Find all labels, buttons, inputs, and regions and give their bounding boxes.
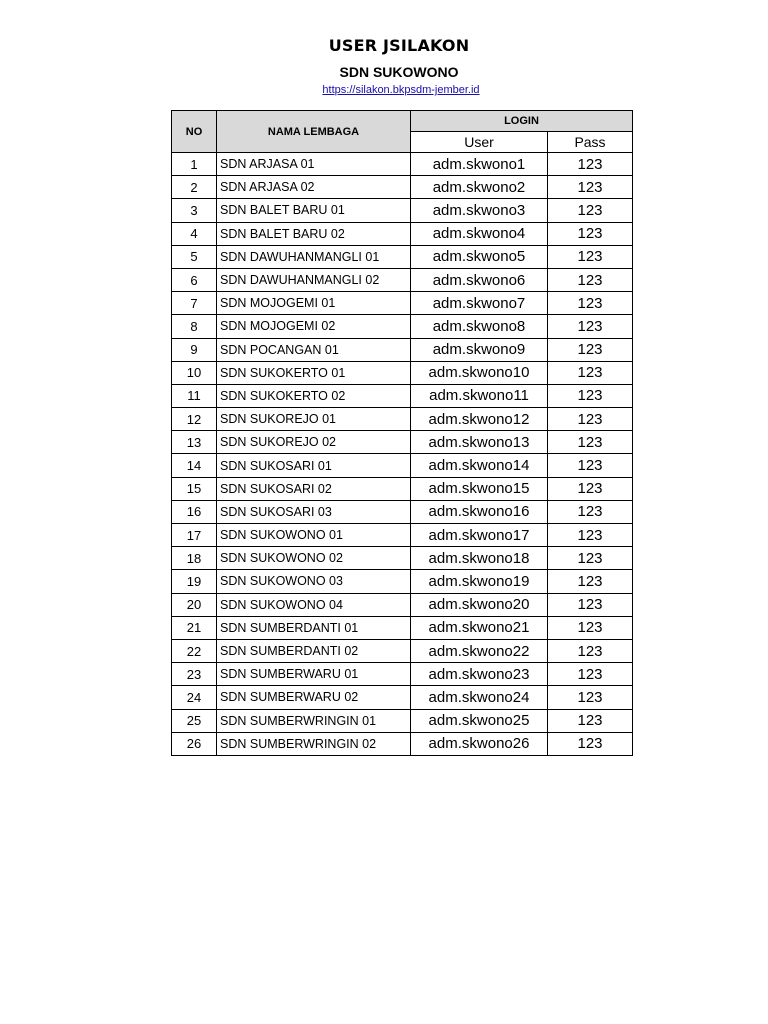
- login-user: adm.skwono18: [411, 547, 548, 570]
- table-row: [172, 199, 633, 222]
- login-user: adm.skwono1: [411, 153, 548, 176]
- row-number: 22: [172, 639, 217, 662]
- table-row: [172, 153, 633, 176]
- login-pass: 123: [548, 408, 633, 431]
- login-pass: 123: [548, 663, 633, 686]
- institution-name: SDN SUKOSARI 01: [217, 454, 411, 477]
- login-user: adm.skwono9: [411, 338, 548, 361]
- row-number: 10: [172, 361, 217, 384]
- row-number: 12: [172, 408, 217, 431]
- institution-name: SDN DAWUHANMANGLI 01: [217, 245, 411, 268]
- row-number: 21: [172, 616, 217, 639]
- row-number: 13: [172, 431, 217, 454]
- login-pass: 123: [548, 199, 633, 222]
- row-number: 5: [172, 245, 217, 268]
- login-pass: 123: [548, 616, 633, 639]
- table-row: [172, 500, 633, 523]
- institution-name: SDN ARJASA 02: [217, 176, 411, 199]
- column-header-pass: Pass: [548, 132, 633, 153]
- row-number: 1: [172, 153, 217, 176]
- login-pass: 123: [548, 524, 633, 547]
- login-user: adm.skwono26: [411, 732, 548, 755]
- institution-name: SDN SUMBERDANTI 02: [217, 639, 411, 662]
- login-pass: 123: [548, 176, 633, 199]
- login-user: adm.skwono15: [411, 477, 548, 500]
- institution-name: SDN SUKOWONO 04: [217, 593, 411, 616]
- document-title: USER JSILAKON: [328, 36, 470, 55]
- login-pass: 123: [548, 686, 633, 709]
- table-row: [172, 663, 633, 686]
- row-number: 26: [172, 732, 217, 755]
- login-user: adm.skwono3: [411, 199, 548, 222]
- table-row: [172, 408, 633, 431]
- login-user: adm.skwono25: [411, 709, 548, 732]
- login-user: adm.skwono12: [411, 408, 548, 431]
- login-user: adm.skwono4: [411, 222, 548, 245]
- login-pass: 123: [548, 547, 633, 570]
- login-user: adm.skwono23: [411, 663, 548, 686]
- document-subtitle: SDN SUKOWONO: [339, 64, 459, 80]
- table-row: [172, 639, 633, 662]
- institution-name: SDN SUMBERWARU 02: [217, 686, 411, 709]
- row-number: 6: [172, 268, 217, 291]
- table-row: [172, 732, 633, 755]
- login-pass: 123: [548, 315, 633, 338]
- login-pass: 123: [548, 454, 633, 477]
- row-number: 19: [172, 570, 217, 593]
- institution-name: SDN SUMBERWRINGIN 01: [217, 709, 411, 732]
- institution-name: SDN SUKOSARI 03: [217, 500, 411, 523]
- table-row: [172, 361, 633, 384]
- login-pass: 123: [548, 245, 633, 268]
- institution-name: SDN ARJASA 01: [217, 153, 411, 176]
- row-number: 9: [172, 338, 217, 361]
- table-row: [172, 292, 633, 315]
- institution-name: SDN SUKOWONO 03: [217, 570, 411, 593]
- table-row: [172, 616, 633, 639]
- login-pass: 123: [548, 732, 633, 755]
- login-pass: 123: [548, 709, 633, 732]
- row-number: 3: [172, 199, 217, 222]
- row-number: 16: [172, 500, 217, 523]
- silakon-link[interactable]: https://silakon.bkpsdm-jember.id: [322, 84, 480, 96]
- row-number: 23: [172, 663, 217, 686]
- institution-name: SDN DAWUHANMANGLI 02: [217, 268, 411, 291]
- login-pass: 123: [548, 431, 633, 454]
- institution-name: SDN BALET BARU 01: [217, 199, 411, 222]
- login-pass: 123: [548, 361, 633, 384]
- table-row: [172, 176, 633, 199]
- institution-name: SDN SUKOREJO 01: [217, 408, 411, 431]
- institution-name: SDN SUMBERDANTI 01: [217, 616, 411, 639]
- table-row: [172, 547, 633, 570]
- row-number: 14: [172, 454, 217, 477]
- table-row: [172, 570, 633, 593]
- table-row: [172, 315, 633, 338]
- login-pass: 123: [548, 593, 633, 616]
- table-row: [172, 686, 633, 709]
- institution-name: SDN SUMBERWARU 01: [217, 663, 411, 686]
- login-user: adm.skwono2: [411, 176, 548, 199]
- row-number: 8: [172, 315, 217, 338]
- login-user: adm.skwono13: [411, 431, 548, 454]
- login-user: adm.skwono11: [411, 384, 548, 407]
- institution-name: SDN SUKOKERTO 01: [217, 361, 411, 384]
- login-user: adm.skwono5: [411, 245, 548, 268]
- row-number: 4: [172, 222, 217, 245]
- institution-name: SDN SUKOKERTO 02: [217, 384, 411, 407]
- row-number: 2: [172, 176, 217, 199]
- institution-name: SDN SUKOREJO 02: [217, 431, 411, 454]
- table-row: [172, 431, 633, 454]
- login-pass: 123: [548, 500, 633, 523]
- login-pass: 123: [548, 268, 633, 291]
- login-user: adm.skwono7: [411, 292, 548, 315]
- login-user: adm.skwono14: [411, 454, 548, 477]
- login-user: adm.skwono10: [411, 361, 548, 384]
- row-number: 15: [172, 477, 217, 500]
- table-row: [172, 454, 633, 477]
- row-number: 20: [172, 593, 217, 616]
- login-user: adm.skwono6: [411, 268, 548, 291]
- table-row: [172, 477, 633, 500]
- table-row: [172, 222, 633, 245]
- column-header-nama-lembaga: NAMA LEMBAGA: [217, 111, 411, 153]
- institution-name: SDN SUKOWONO 01: [217, 524, 411, 547]
- login-user: adm.skwono8: [411, 315, 548, 338]
- table-row: [172, 384, 633, 407]
- login-pass: 123: [548, 292, 633, 315]
- table-body: [172, 153, 633, 756]
- login-pass: 123: [548, 153, 633, 176]
- row-number: 25: [172, 709, 217, 732]
- column-header-login: LOGIN: [411, 111, 633, 132]
- user-login-table: [171, 110, 633, 756]
- institution-name: SDN POCANGAN 01: [217, 338, 411, 361]
- login-pass: 123: [548, 222, 633, 245]
- institution-name: SDN MOJOGEMI 02: [217, 315, 411, 338]
- institution-name: SDN SUKOWONO 02: [217, 547, 411, 570]
- login-user: adm.skwono24: [411, 686, 548, 709]
- row-number: 18: [172, 547, 217, 570]
- login-user: adm.skwono19: [411, 570, 548, 593]
- table-row: [172, 709, 633, 732]
- column-header-user: User: [411, 132, 548, 153]
- login-pass: 123: [548, 570, 633, 593]
- table-row: [172, 593, 633, 616]
- row-number: 17: [172, 524, 217, 547]
- institution-name: SDN SUKOSARI 02: [217, 477, 411, 500]
- login-user: adm.skwono20: [411, 593, 548, 616]
- login-user: adm.skwono22: [411, 639, 548, 662]
- institution-name: SDN SUMBERWRINGIN 02: [217, 732, 411, 755]
- row-number: 24: [172, 686, 217, 709]
- institution-name: SDN BALET BARU 02: [217, 222, 411, 245]
- login-user: adm.skwono16: [411, 500, 548, 523]
- table-row: [172, 338, 633, 361]
- institution-name: SDN MOJOGEMI 01: [217, 292, 411, 315]
- login-user: adm.skwono21: [411, 616, 548, 639]
- login-pass: 123: [548, 477, 633, 500]
- login-pass: 123: [548, 639, 633, 662]
- row-number: 7: [172, 292, 217, 315]
- login-pass: 123: [548, 384, 633, 407]
- column-header-no: NO: [172, 111, 217, 153]
- row-number: 11: [172, 384, 217, 407]
- table-row: [172, 524, 633, 547]
- login-pass: 123: [548, 338, 633, 361]
- table-row: [172, 268, 633, 291]
- table-row: [172, 245, 633, 268]
- login-user: adm.skwono17: [411, 524, 548, 547]
